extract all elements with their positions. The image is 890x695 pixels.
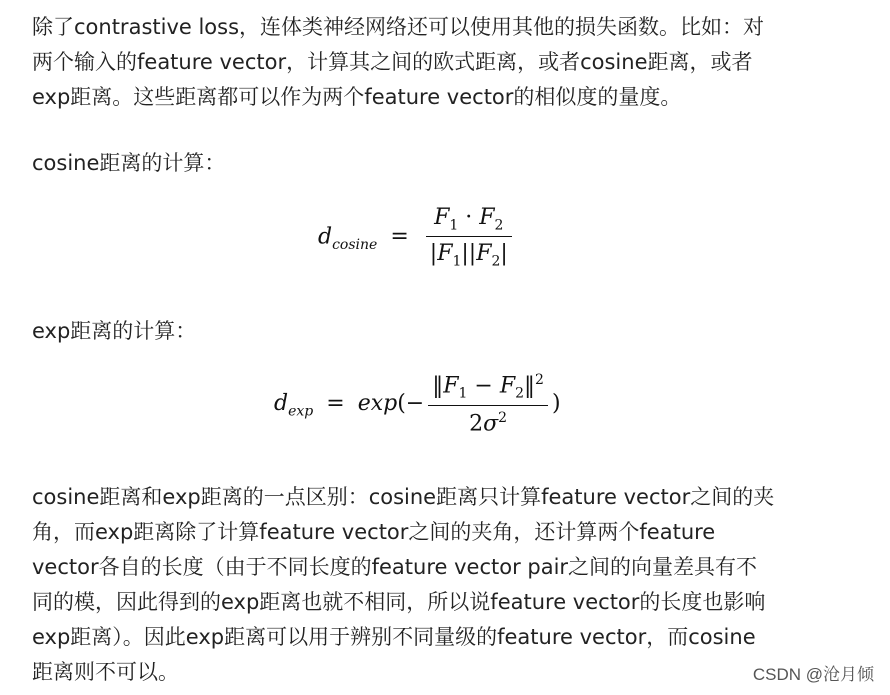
- exp-open-paren: (−: [397, 391, 425, 417]
- cosine-denominator: $|F_1||F_2|$: [429, 241, 508, 270]
- exp-lhs-subscript: exp: [288, 403, 314, 420]
- cosine-fraction-bar: [426, 236, 512, 237]
- difference-line-5: exp距离）。因此exp距离可以用于辨别不同量级的feature vector，而cosine: [32, 625, 756, 649]
- csdn-watermark: CSDN @沧月倾: [752, 665, 874, 684]
- difference-paragraph: [32, 480, 832, 690]
- exp-heading: exp距离的计算：: [32, 319, 197, 343]
- intro-line-1: 除了contrastive loss，连体类神经网络还可以使用其他的损失函数。比如：对: [32, 15, 765, 39]
- exp-fraction-bar: [428, 405, 548, 406]
- exp-fraction: [428, 372, 548, 436]
- cosine-formula: [318, 205, 516, 270]
- exp-function: exp: [357, 391, 398, 417]
- cosine-lhs-symbol: d: [318, 224, 333, 250]
- intro-line-2: 两个输入的feature vector，计算其之间的欧式距离，或者cosine距离，或者: [32, 50, 753, 74]
- exp-denominator: $2\sigma^2$: [469, 409, 508, 437]
- cosine-numerator: $F_1 \cdot F_2$: [434, 205, 504, 234]
- difference-line-2: 角，而exp距离除了计算feature vector之间的夹角，还计算两个feature: [32, 520, 716, 544]
- intro-line-3: exp距离。这些距离都可以作为两个feature vector的相似度的量度。: [32, 85, 682, 109]
- exp-numerator: $‖F_1$ − $F_2‖^2$: [432, 372, 544, 402]
- cosine-equals: =: [390, 224, 409, 250]
- difference-line-3: vector各自的长度（由于不同长度的feature vector pair之间的向量差具有不: [32, 555, 758, 579]
- difference-line-4: 同的模，因此得到的exp距离也就不相同，所以说feature vector的长度也影响: [32, 590, 766, 614]
- exp-lhs-symbol: d: [274, 391, 289, 417]
- difference-line-1: cosine距离和exp距离的一点区别：cosine距离只计算feature vector之间的夹: [32, 485, 775, 509]
- difference-line-6: 距离则不可以。: [32, 660, 179, 684]
- exp-formula: [274, 372, 561, 436]
- cosine-lhs-subscript: cosine: [332, 236, 378, 253]
- exp-equals: =: [326, 391, 345, 417]
- cosine-fraction: [426, 205, 512, 270]
- exp-close-paren: ): [551, 391, 561, 417]
- intro-paragraph: [32, 10, 832, 115]
- cosine-heading: cosine距离的计算：: [32, 151, 226, 175]
